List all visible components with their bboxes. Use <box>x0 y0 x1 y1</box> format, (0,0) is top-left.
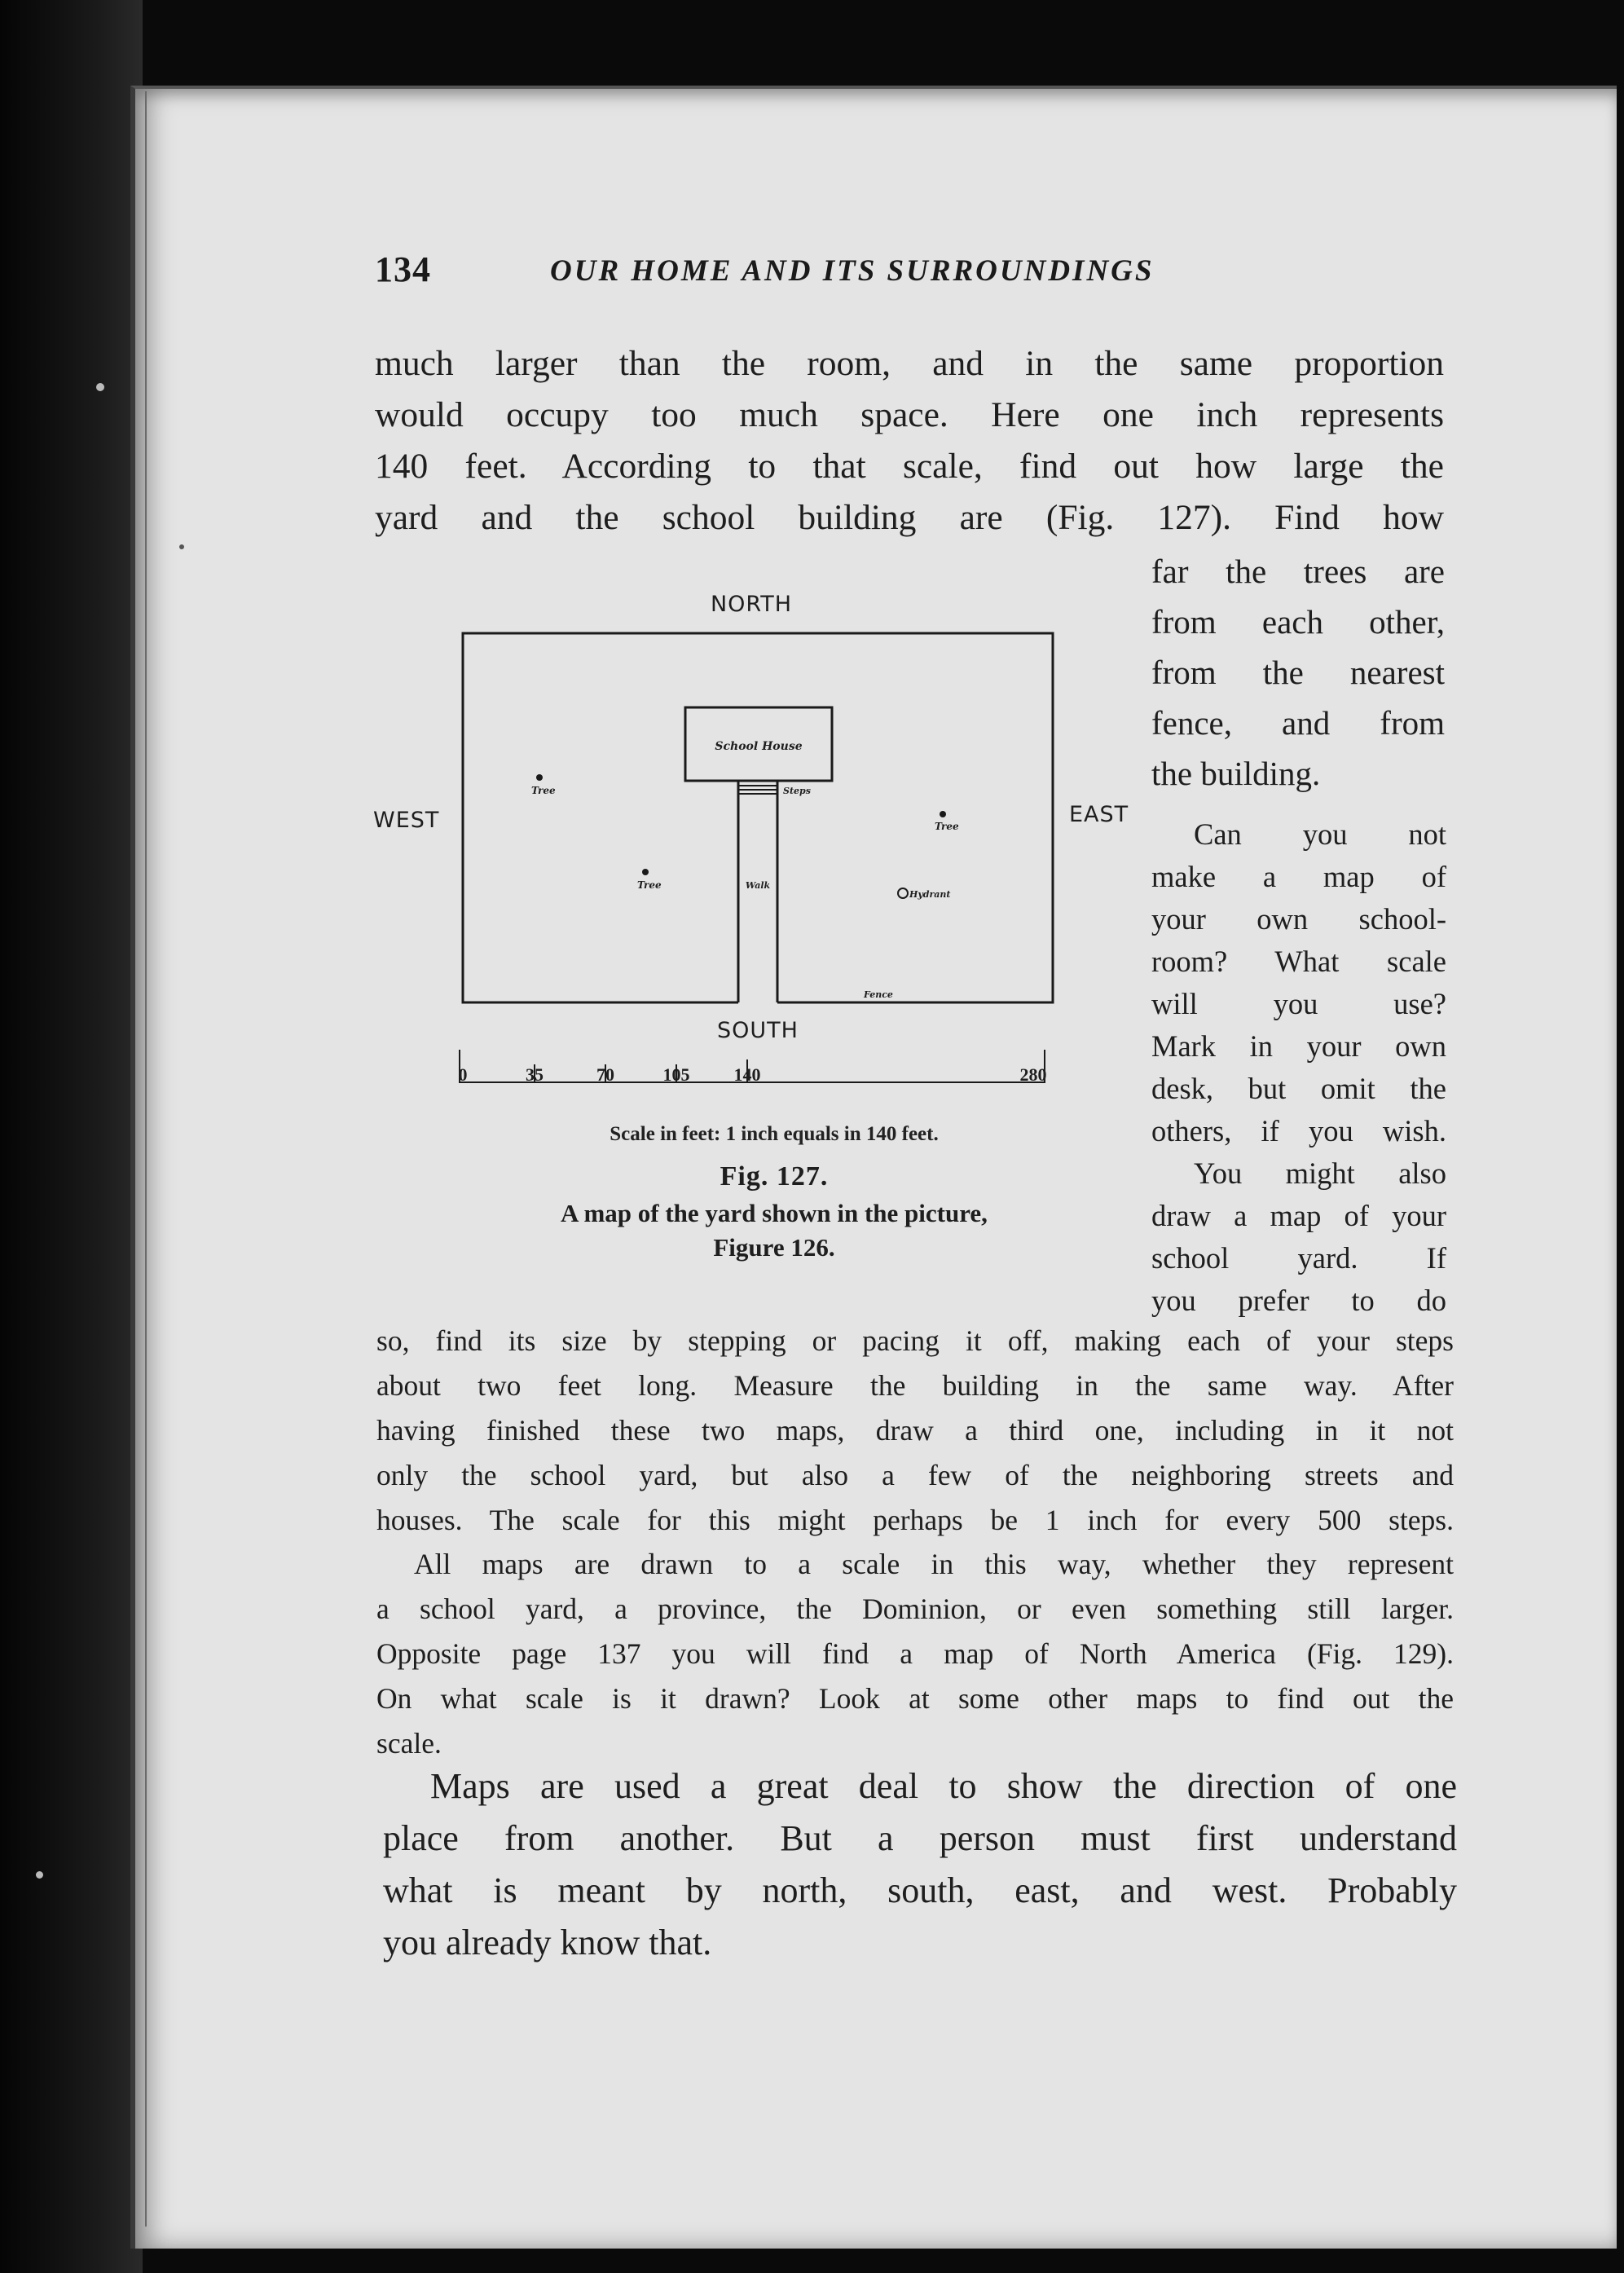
page-title: OUR HOME AND ITS SURROUNDINGS <box>550 254 1155 288</box>
text-line: houses. The scale for this might perhaps be 1 inch for every 500 steps. <box>376 1504 1454 1536</box>
walk-label: Walk <box>745 880 771 891</box>
text-line: yard and the school building are (Fig. 127). Find how <box>375 498 1444 537</box>
text-line: place from another. But a person must first understand <box>383 1818 1457 1858</box>
text-line: from the nearest <box>1151 654 1445 691</box>
book-spine <box>0 0 143 2273</box>
scale-tick-label: 70 <box>596 1064 614 1085</box>
text-line: much larger than the room, and in the same proportion <box>375 344 1444 383</box>
text-line: draw a map of your <box>1151 1199 1446 1232</box>
dust-speck <box>36 1871 43 1879</box>
tree-label: Tree <box>637 879 662 891</box>
text-line: On what scale is it drawn? Look at some other maps to find out the <box>376 1682 1454 1715</box>
text-line: having finished these two maps, draw a third one, including in it not <box>376 1414 1454 1447</box>
text-line: room? What scale <box>1151 945 1446 978</box>
figure-description-line: Figure 126. <box>713 1233 835 1262</box>
paragraph-1-side <box>1151 546 1445 799</box>
scale-tick-label: 140 <box>733 1064 761 1085</box>
paragraph-1 <box>375 338 1444 544</box>
text-line: make a map of <box>1151 860 1446 893</box>
steps <box>738 786 777 794</box>
hydrant-icon <box>898 888 908 898</box>
text-line: will you use? <box>1151 987 1446 1020</box>
text-line: what is meant by north, south, east, and west. Probably <box>383 1870 1457 1910</box>
paragraph-2-continued <box>376 1319 1454 1543</box>
page-number: 134 <box>375 249 431 289</box>
text-line: others, if you wish. <box>1151 1114 1446 1148</box>
scale-tick-label: 280 <box>1019 1064 1047 1085</box>
hydrant-label: Hydrant <box>909 889 951 900</box>
tree-marker <box>536 774 543 781</box>
tree-label: Tree <box>531 785 556 796</box>
text-line: You might also <box>1194 1156 1446 1190</box>
text-line: 140 feet. According to that scale, find out how large the <box>375 447 1444 486</box>
text-line: so, find its size by stepping or pacing it off, making each of your steps <box>376 1324 1454 1357</box>
east-label: EAST <box>1069 802 1129 827</box>
text-line: Can you not <box>1194 817 1446 851</box>
text-line: All maps are drawn to a scale in this way, whether they represent <box>414 1548 1454 1580</box>
figure-caption <box>456 1157 1092 1265</box>
text-line: Opposite page 137 you will find a map of North America (Fig. 129). <box>376 1637 1454 1670</box>
dust-speck <box>179 544 184 549</box>
north-label: NORTH <box>710 592 793 617</box>
south-label: SOUTH <box>717 1018 799 1043</box>
text-line: the building. <box>1151 755 1321 792</box>
page-edge-line <box>145 91 147 2227</box>
figure-description-line: A map of the yard shown in the picture, <box>561 1199 988 1227</box>
fence-label: Fence <box>864 989 893 1000</box>
tree-marker <box>940 811 946 817</box>
steps-label: Steps <box>783 786 811 796</box>
text-line: Mark in your own <box>1151 1029 1446 1063</box>
dust-speck <box>96 383 104 391</box>
scale-tick-label: 105 <box>662 1064 690 1085</box>
text-line: only the school yard, but also a few of the neighboring streets and <box>376 1459 1454 1491</box>
tree-label: Tree <box>935 821 959 832</box>
figure-number: Fig. 127. <box>720 1161 829 1192</box>
text-line: scale. <box>376 1727 442 1760</box>
text-line: desk, but omit the <box>1151 1072 1446 1105</box>
text-line: Maps are used a great deal to show the direction of one <box>430 1766 1457 1806</box>
fence-outline <box>463 633 1053 1002</box>
paragraph-4 <box>383 1760 1457 1969</box>
paragraph-3 <box>376 1542 1454 1766</box>
text-line: about two feet long. Measure the building in the same way. After <box>376 1369 1454 1402</box>
paragraph-2-side <box>1151 813 1446 1322</box>
school-house-label: School House <box>715 740 803 753</box>
text-line: fence, and from <box>1151 704 1445 742</box>
text-line: far the trees are <box>1151 553 1445 590</box>
scale-caption: Scale in feet: 1 inch equals in 140 feet. <box>610 1123 939 1145</box>
scale-tick-label: 35 <box>526 1064 544 1085</box>
text-line: school yard. If <box>1151 1241 1446 1275</box>
text-line: from each other, <box>1151 603 1445 641</box>
text-line: your own school- <box>1151 902 1446 936</box>
text-line: a school yard, a province, the Dominion, or even something still larger. <box>376 1592 1454 1625</box>
scale-tick-label: 0 <box>458 1064 468 1085</box>
text-line: would occupy too much space. Here one inch represents <box>375 395 1444 434</box>
text-line: you already know that. <box>383 1923 712 1962</box>
west-label: WEST <box>373 808 440 833</box>
text-line: you prefer to do <box>1151 1284 1446 1317</box>
running-head <box>375 249 1450 306</box>
tree-marker <box>642 869 649 875</box>
